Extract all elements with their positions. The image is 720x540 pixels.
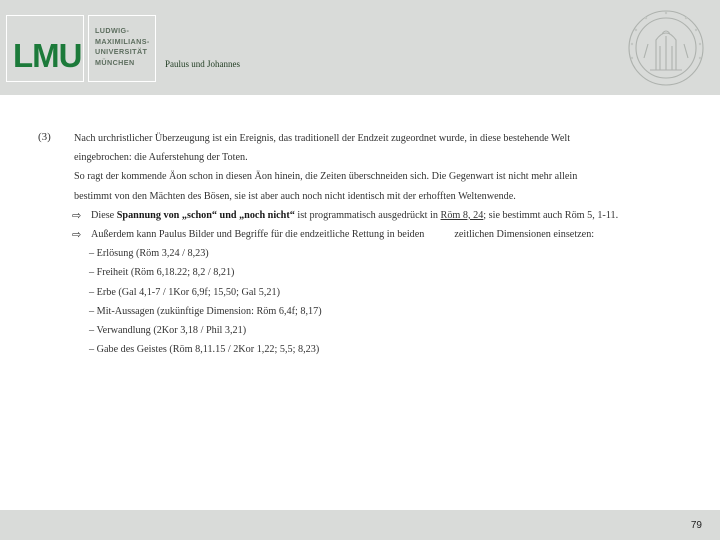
university-name-box: [88, 15, 156, 82]
arrow-bullet-icon: ⇨: [72, 227, 82, 241]
slide-header-title: Paulus und Johannes: [165, 59, 240, 69]
footer-band: [0, 510, 720, 540]
university-line: LUDWIG-: [95, 26, 130, 35]
university-line: MÜNCHEN: [95, 57, 135, 67]
lmu-logo-letters: LMU: [13, 37, 82, 74]
bullet-item: [74, 206, 704, 225]
bullet-emphasis: Spannung von „schon“ und „noch nicht“: [116, 209, 295, 221]
sub-list-item: – Erbe (Gal 4,1-7 / 1Kor 6,9f; 15,50; Gal 5,21): [89, 286, 280, 298]
university-seal-icon: [622, 8, 710, 88]
bullet-text: ist programmatisch ausgedrückt in: [294, 209, 441, 221]
bullet-text: Diese: [91, 209, 117, 221]
paragraph-line: eingebrochen: die Auferstehung der Toten.: [74, 152, 248, 164]
bullet-text: Außerdem kann Paulus Bilder und Begriffe für die endzeitliche Rettung in beiden: [91, 228, 425, 240]
paragraph-line: Nach urchristlicher Überzeugung ist ein Ereignis, das traditionell der Endzeit zugeordnet wurde, in diese bestehende Welt: [74, 133, 571, 144]
sub-list-item: – Mit-Aussagen (zukünftige Dimension: Röm 6,4f; 8,17): [89, 305, 322, 317]
arrow-bullet-icon: ⇨: [72, 208, 82, 222]
page-number: 79: [690, 520, 702, 531]
scripture-link[interactable]: Röm 8, 24: [440, 209, 484, 221]
sub-list-item: – Gabe des Geistes (Röm 8,11.15 / 2Kor 1,22; 5,5; 8,23): [89, 344, 320, 356]
university-name: [95, 26, 150, 68]
university-line: UNIVERSITÄT: [95, 47, 148, 56]
bullet-text: zeitlichen Dimensionen einsetzen:: [454, 228, 595, 240]
paragraph-line: So ragt der kommende Äon schon in diesen Äon hinein, die Zeiten überschneiden sich. Die Gegenwart ist nicht mehr allein: [74, 171, 578, 183]
sub-list-item: – Verwandlung (2Kor 3,18 / Phil 3,21): [89, 324, 247, 336]
paragraph-line: bestimmt von den Mächten des Bösen, sie ist aber auch noch nicht identisch mit der erhofften Weltenwende.: [74, 190, 516, 202]
lmu-logo: [6, 15, 84, 82]
header-band: [0, 0, 720, 95]
bullet-text: ; sie bestimmt auch Röm 5, 1-11.: [483, 209, 619, 221]
sub-list-item: – Erlösung (Röm 3,24 / 8,23): [89, 248, 209, 260]
slide-body: [74, 129, 704, 359]
bullet-item: [74, 225, 704, 244]
item-marker: (3): [38, 131, 51, 143]
university-line: MAXIMILIANS-: [95, 36, 150, 46]
sub-list-item: – Freiheit (Röm 6,18.22; 8,2 / 8,21): [89, 267, 235, 279]
